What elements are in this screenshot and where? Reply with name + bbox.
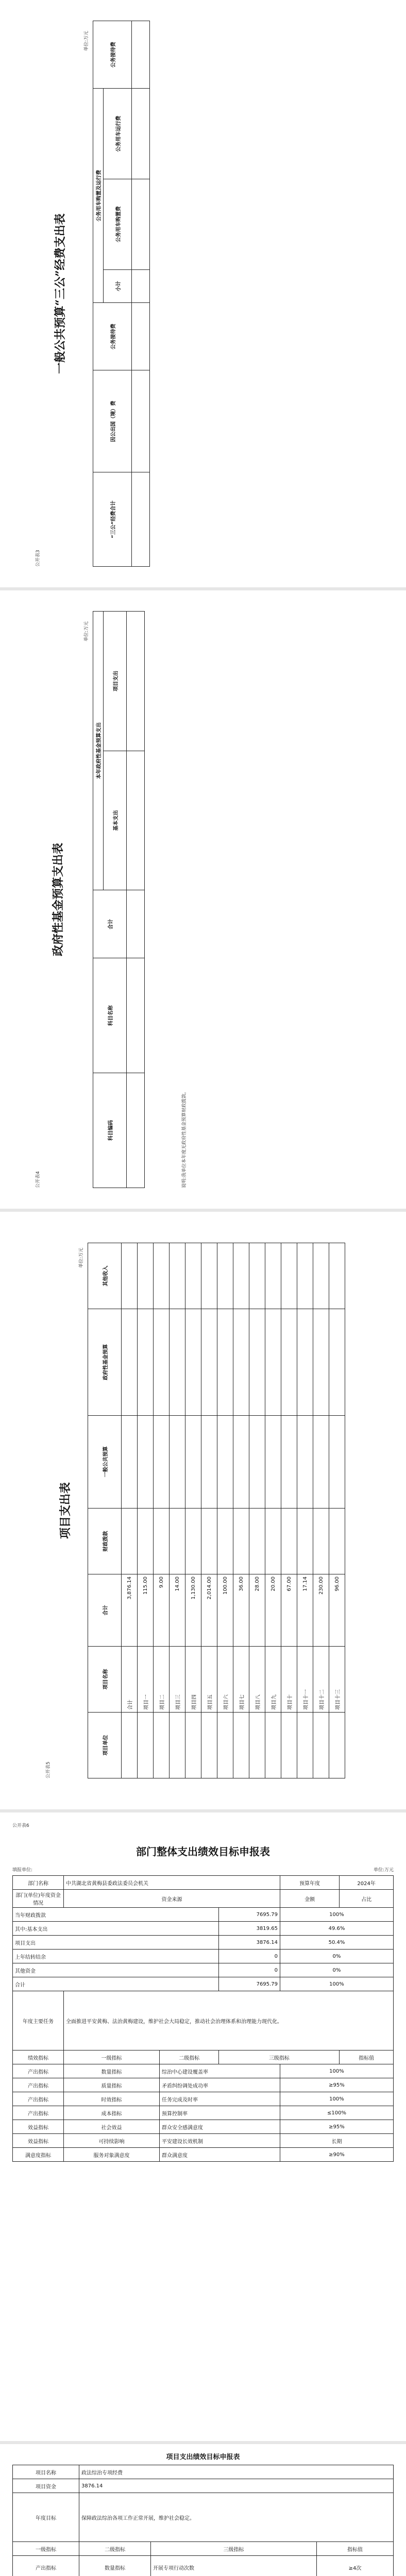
- perf-level2: 时效指标: [64, 2092, 160, 2106]
- fund-ratio: 0%: [280, 1950, 393, 1963]
- perf-level3: 平安建设长效机制: [159, 2134, 280, 2148]
- table-cell: 项目十一: [297, 1646, 313, 1712]
- govfund-h0: 科目编码: [93, 1073, 127, 1188]
- table-cell: 67.00: [281, 1574, 297, 1646]
- perf-row: [13, 2092, 394, 2106]
- table-cell: 合计: [122, 1646, 138, 1712]
- govfund-h4: 基本支出: [104, 751, 127, 890]
- govfund-side-label: 公开表4: [36, 1171, 41, 1188]
- fund-h2: 占比: [340, 1890, 394, 1908]
- table-cell: [122, 1712, 138, 1778]
- project-perf-cell: 开展专项行动次数: [151, 2556, 317, 2576]
- perf-value: ≤100%: [280, 2106, 393, 2120]
- sangong-h5: 公务用车运行费: [104, 89, 132, 179]
- govfund-title: 政府性基金预算支出表: [52, 843, 65, 957]
- table-row: [217, 1243, 233, 1778]
- project-h0: 项目单位: [88, 1712, 122, 1778]
- table-cell: [329, 1309, 345, 1415]
- table-cell: [154, 1508, 170, 1574]
- table-cell: [329, 1415, 345, 1508]
- table-cell: 项目二: [154, 1646, 170, 1712]
- perf-level1: 满意度指标: [13, 2148, 64, 2162]
- fund-source: 项目支出: [13, 1936, 219, 1950]
- goal-label: 年度主要任务: [13, 1991, 64, 2050]
- table-cell: 项目四: [185, 1646, 201, 1712]
- table-cell: [297, 1415, 313, 1508]
- project-perf-cell: 产出指标: [13, 2556, 79, 2576]
- fund-row: [13, 1950, 394, 1963]
- table-cell: [313, 1415, 329, 1508]
- project-info-row: [13, 2493, 394, 2542]
- fund-block-label: 部门(单位)年度资金情况: [13, 1890, 64, 1908]
- table-cell: [201, 1415, 217, 1508]
- table-cell: [281, 1508, 297, 1574]
- fund-row: [13, 1936, 394, 1950]
- perf-row: [13, 2134, 394, 2148]
- pp-h2: 三级指标: [151, 2542, 317, 2556]
- table-row: [313, 1243, 329, 1778]
- fund-ratio: 0%: [280, 1963, 393, 1977]
- table-row: [170, 1243, 185, 1778]
- dept-perf-title: 部门整体支出绩效目标申报表: [136, 1845, 270, 1858]
- project-perf-title: 项目支出绩效目标申报表: [166, 2453, 240, 2461]
- fund-row: [13, 1963, 394, 1977]
- table-row: [122, 1243, 138, 1778]
- perf-h2: 三级指标: [219, 2050, 340, 2064]
- table-row: [281, 1243, 297, 1778]
- perf-value: ≥95%: [280, 2120, 393, 2134]
- table-cell: [313, 1243, 329, 1309]
- table-row: [201, 1243, 217, 1778]
- perf-level1: 产出指标: [13, 2064, 64, 2078]
- project-info-row: [13, 2479, 394, 2493]
- project-info-value: 保障政法综治各项工作正常开展，维护社会稳定。: [79, 2493, 394, 2542]
- fund-ratio: 100%: [280, 1977, 393, 1991]
- project-perf-cell: ≥4次: [317, 2556, 394, 2576]
- perf-level1: 产出指标: [13, 2078, 64, 2092]
- perf-level2: 质量指标: [64, 2078, 160, 2092]
- project-rotated-frame: [41, 1232, 371, 1789]
- table-cell: [281, 1309, 297, 1415]
- table-cell: [138, 1415, 154, 1508]
- sangong-h1: 因公出国（境）费: [93, 370, 132, 472]
- govfund-unit: 单位:万元: [84, 621, 89, 642]
- dept-perf-side-label: 公开表6: [12, 1823, 29, 1828]
- table-cell: [297, 1243, 313, 1309]
- perf-value: 长期: [280, 2134, 393, 2148]
- fund-ratio: 49.6%: [280, 1922, 393, 1936]
- project-perf-cell: 数量指标: [79, 2556, 151, 2576]
- table-cell: [122, 1508, 138, 1574]
- table-cell: 100.00: [217, 1574, 233, 1646]
- table-cell: [185, 1415, 201, 1508]
- perf-value: 100%: [280, 2064, 393, 2078]
- govfund-h3: 本年政府性基金预算支出: [93, 612, 104, 890]
- table-cell: 28.00: [249, 1574, 265, 1646]
- project-info-row: [13, 2465, 394, 2479]
- govfund-note: 说明:我单位本年度无政府性基金预算财政拨款。: [182, 1089, 187, 1188]
- table-cell: [297, 1309, 313, 1415]
- table-cell: 项目九: [265, 1646, 281, 1712]
- sangong-title: 一般公共预算“三公”经费支出表: [54, 213, 67, 374]
- table-cell: [313, 1712, 329, 1778]
- perf-level1: 产出指标: [13, 2106, 64, 2120]
- project-perf-row: [13, 2556, 394, 2576]
- project-info-rows: [13, 2465, 394, 2542]
- table-cell: [154, 1712, 170, 1778]
- table-cell: [138, 1712, 154, 1778]
- table-cell: [154, 1309, 170, 1415]
- govfund-rotated-frame: [31, 601, 392, 1198]
- table-cell: [249, 1508, 265, 1574]
- budget-year: 2024年: [340, 1876, 394, 1890]
- fund-amount: 7695.79: [219, 1977, 280, 1991]
- table-row: [297, 1243, 313, 1778]
- table-row: [138, 1243, 154, 1778]
- table-cell: [265, 1415, 281, 1508]
- sangong-h4: 公务用车购置费: [104, 179, 132, 269]
- perf-value: ≥95%: [280, 2078, 393, 2092]
- table-cell: [329, 1243, 345, 1309]
- project-info-value: 3876.14: [79, 2479, 394, 2493]
- table-cell: [170, 1415, 185, 1508]
- project-unit: 单位:万元: [79, 1248, 84, 1268]
- table-cell: [265, 1712, 281, 1778]
- project-info-label: 年度目标: [13, 2493, 79, 2542]
- table-cell: [249, 1309, 265, 1415]
- govfund-h2: 合计: [93, 890, 127, 958]
- project-info-label: 项目名称: [13, 2465, 79, 2479]
- perf-h0: 一级指标: [64, 2050, 160, 2064]
- perf-level2: 成本指标: [64, 2106, 160, 2120]
- table-cell: [313, 1508, 329, 1574]
- project-perf-rows: [13, 2556, 394, 2576]
- perf-row: [13, 2064, 394, 2078]
- sangong-h3: 公务用车购置及运行费: [93, 89, 104, 303]
- fund-ratio: 50.4%: [280, 1936, 393, 1950]
- table-cell: [138, 1309, 154, 1415]
- sangong-unit: 单位:万元: [84, 31, 89, 52]
- table-cell: 项目八: [249, 1646, 265, 1712]
- budget-year-label: 预算年度: [280, 1876, 339, 1890]
- perf-level1: 效益指标: [13, 2120, 64, 2134]
- table-cell: [154, 1243, 170, 1309]
- table-cell: 项目一: [138, 1646, 154, 1712]
- table-row: [265, 1243, 281, 1778]
- table-cell: [185, 1309, 201, 1415]
- project-h6: 其他收入: [88, 1243, 122, 1309]
- table-cell: [185, 1508, 201, 1574]
- perf-h1: 二级指标: [159, 2050, 218, 2064]
- sangong-table: [93, 21, 150, 567]
- table-cell: [201, 1309, 217, 1415]
- table-cell: [249, 1415, 265, 1508]
- dept-perf-unit: 单位:万元: [373, 1868, 394, 1873]
- table-cell: [217, 1415, 233, 1508]
- govfund-h5: 项目支出: [104, 612, 127, 751]
- project-h1: 项目名称: [88, 1646, 122, 1712]
- table-row: [249, 1243, 265, 1778]
- fund-amount: 0: [219, 1963, 280, 1977]
- fund-source: 其他资金: [13, 1963, 219, 1977]
- project-h2: 合计: [88, 1574, 122, 1646]
- sangong-sub-subtotal: 小计: [104, 269, 132, 302]
- table-cell: [233, 1309, 249, 1415]
- pp-h0: 一级指标: [13, 2542, 79, 2556]
- table-cell: [122, 1243, 138, 1309]
- table-cell: 项目三: [170, 1646, 185, 1712]
- fund-source: 当年财政拨款: [13, 1908, 219, 1922]
- table-cell: 项目十三: [329, 1646, 345, 1712]
- project-info-value: 政法综治专项经费: [79, 2465, 394, 2479]
- perf-level3: 群众安全感满意度: [159, 2120, 280, 2134]
- table-cell: [281, 1243, 297, 1309]
- project-perf-table: [12, 2465, 394, 2576]
- table-cell: [233, 1243, 249, 1309]
- fund-amount: 7695.79: [219, 1908, 280, 1922]
- perf-level1: 产出指标: [13, 2092, 64, 2106]
- table-cell: [170, 1712, 185, 1778]
- table-cell: [233, 1508, 249, 1574]
- table-cell: [201, 1508, 217, 1574]
- table-cell: [265, 1309, 281, 1415]
- fund-amount: 3876.14: [219, 1936, 280, 1950]
- perf-value: 100%: [280, 2092, 393, 2106]
- table-row: [329, 1243, 345, 1778]
- table-cell: 9.00: [154, 1574, 170, 1646]
- fund-source: 合计: [13, 1977, 219, 1991]
- perf-row: [13, 2106, 394, 2120]
- perf-level3: 综治中心建设覆盖率: [159, 2064, 280, 2078]
- table-cell: 项目十二: [313, 1646, 329, 1712]
- fund-row: [13, 1908, 394, 1922]
- table-cell: 115.00: [138, 1574, 154, 1646]
- table-cell: 14.00: [170, 1574, 185, 1646]
- sangong-rotated-frame: [31, 10, 392, 577]
- sangong-h0: “三公”经费合计: [93, 472, 132, 567]
- table-cell: [138, 1508, 154, 1574]
- perf-level1: 效益指标: [13, 2134, 64, 2148]
- table-cell: 96.00: [329, 1574, 345, 1646]
- table-cell: [217, 1243, 233, 1309]
- table-cell: 项目七: [233, 1646, 249, 1712]
- perf-level2: 社会效益: [64, 2120, 160, 2134]
- table-cell: [233, 1712, 249, 1778]
- table-cell: [138, 1243, 154, 1309]
- pp-h1: 二级指标: [79, 2542, 151, 2556]
- govfund-table: [93, 611, 145, 1188]
- perf-level2: 可持续影响: [64, 2134, 160, 2148]
- perf-level3: 群众满意度: [159, 2148, 280, 2162]
- fund-row: [13, 1922, 394, 1936]
- table-cell: [281, 1415, 297, 1508]
- fund-amount: 0: [219, 1950, 280, 1963]
- project-title: 项目支出表: [59, 1482, 72, 1539]
- dept-perf-filler: 填报单位:: [12, 1868, 33, 1873]
- perf-level3: 任务完成及时率: [159, 2092, 280, 2106]
- perf-level2: 数量指标: [64, 2064, 160, 2078]
- table-cell: [185, 1712, 201, 1778]
- fund-h1: 金额: [280, 1890, 339, 1908]
- dept-label: 部门名称: [13, 1876, 64, 1890]
- table-cell: [249, 1243, 265, 1309]
- govfund-h1: 科目名称: [93, 958, 127, 1073]
- table-cell: [170, 1309, 185, 1415]
- table-cell: [233, 1415, 249, 1508]
- table-row: [185, 1243, 201, 1778]
- sangong-side-label: 公开表3: [36, 550, 41, 567]
- perf-row: [13, 2120, 394, 2134]
- table-cell: [122, 1309, 138, 1415]
- table-cell: [297, 1508, 313, 1574]
- goal-text: 全面推进平安黄梅、法治黄梅建设，维护社会大局稳定，推动社会治理体系和治理能力现代化。: [64, 1991, 394, 2050]
- project-table: [88, 1243, 345, 1778]
- pp-h3: 指标值: [317, 2542, 394, 2556]
- table-cell: 1,130.00: [185, 1574, 201, 1646]
- table-cell: 2,014.00: [201, 1574, 217, 1646]
- table-cell: [217, 1508, 233, 1574]
- table-cell: 230.00: [313, 1574, 329, 1646]
- table-cell: 3,876.14: [122, 1574, 138, 1646]
- dept-perf-table: [12, 1875, 394, 2162]
- table-cell: [313, 1309, 329, 1415]
- perf-row: [13, 2078, 394, 2092]
- perf-level2: 服务对象满意度: [64, 2148, 160, 2162]
- page-sangong: [0, 0, 406, 587]
- table-cell: [297, 1712, 313, 1778]
- project-h4: 一般公共预算: [88, 1415, 122, 1508]
- table-row: [233, 1243, 249, 1778]
- table-cell: 项目六: [217, 1646, 233, 1712]
- table-cell: 36.00: [233, 1574, 249, 1646]
- table-cell: [170, 1508, 185, 1574]
- fund-row: [13, 1977, 394, 1991]
- table-cell: [122, 1415, 138, 1508]
- page-govfund: [0, 590, 406, 1209]
- perf-row: [13, 2148, 394, 2162]
- fund-amount: 3819.65: [219, 1922, 280, 1936]
- project-info-label: 项目资金: [13, 2479, 79, 2493]
- fund-h0: 资金来源: [64, 1890, 280, 1908]
- dept-name: 中共湖北省黄梅县委政法委员会机关: [64, 1876, 280, 1890]
- project-table-body: [122, 1243, 345, 1778]
- perf-h3: 指标值: [340, 2050, 394, 2064]
- table-cell: 项目十: [281, 1646, 297, 1712]
- fund-source: 上年结转结余: [13, 1950, 219, 1963]
- project-side-label: 公开表5: [46, 1761, 51, 1778]
- table-cell: 项目五: [201, 1646, 217, 1712]
- table-cell: [217, 1712, 233, 1778]
- table-cell: [329, 1712, 345, 1778]
- sangong-h6: 公务接待费: [93, 21, 132, 89]
- table-cell: [329, 1508, 345, 1574]
- table-row: [154, 1243, 170, 1778]
- table-cell: [201, 1243, 217, 1309]
- perf-label: 绩效指标: [13, 2050, 64, 2064]
- table-cell: [265, 1243, 281, 1309]
- perf-level3: 矛盾纠纷调处成功率: [159, 2078, 280, 2092]
- perf-level3: 预算控制率: [159, 2106, 280, 2120]
- project-h3: 财政拨款: [88, 1508, 122, 1574]
- fund-source: 其中:基本支出: [13, 1922, 219, 1936]
- fund-ratio: 100%: [280, 1908, 393, 1922]
- table-cell: 17.14: [297, 1574, 313, 1646]
- table-cell: 20.00: [265, 1574, 281, 1646]
- page-project: [0, 1212, 406, 1809]
- page-dept-perf: [0, 1812, 406, 2441]
- table-cell: [249, 1712, 265, 1778]
- sangong-h2: 公务接待费: [93, 303, 132, 370]
- table-cell: [201, 1712, 217, 1778]
- table-cell: [185, 1243, 201, 1309]
- perf-value: ≥90%: [280, 2148, 393, 2162]
- table-cell: [154, 1415, 170, 1508]
- table-cell: [265, 1508, 281, 1574]
- table-cell: [170, 1243, 185, 1309]
- table-cell: [281, 1712, 297, 1778]
- page-project-perf: [0, 2444, 406, 2576]
- project-h5: 政府性基金预算: [88, 1309, 122, 1415]
- table-cell: [217, 1309, 233, 1415]
